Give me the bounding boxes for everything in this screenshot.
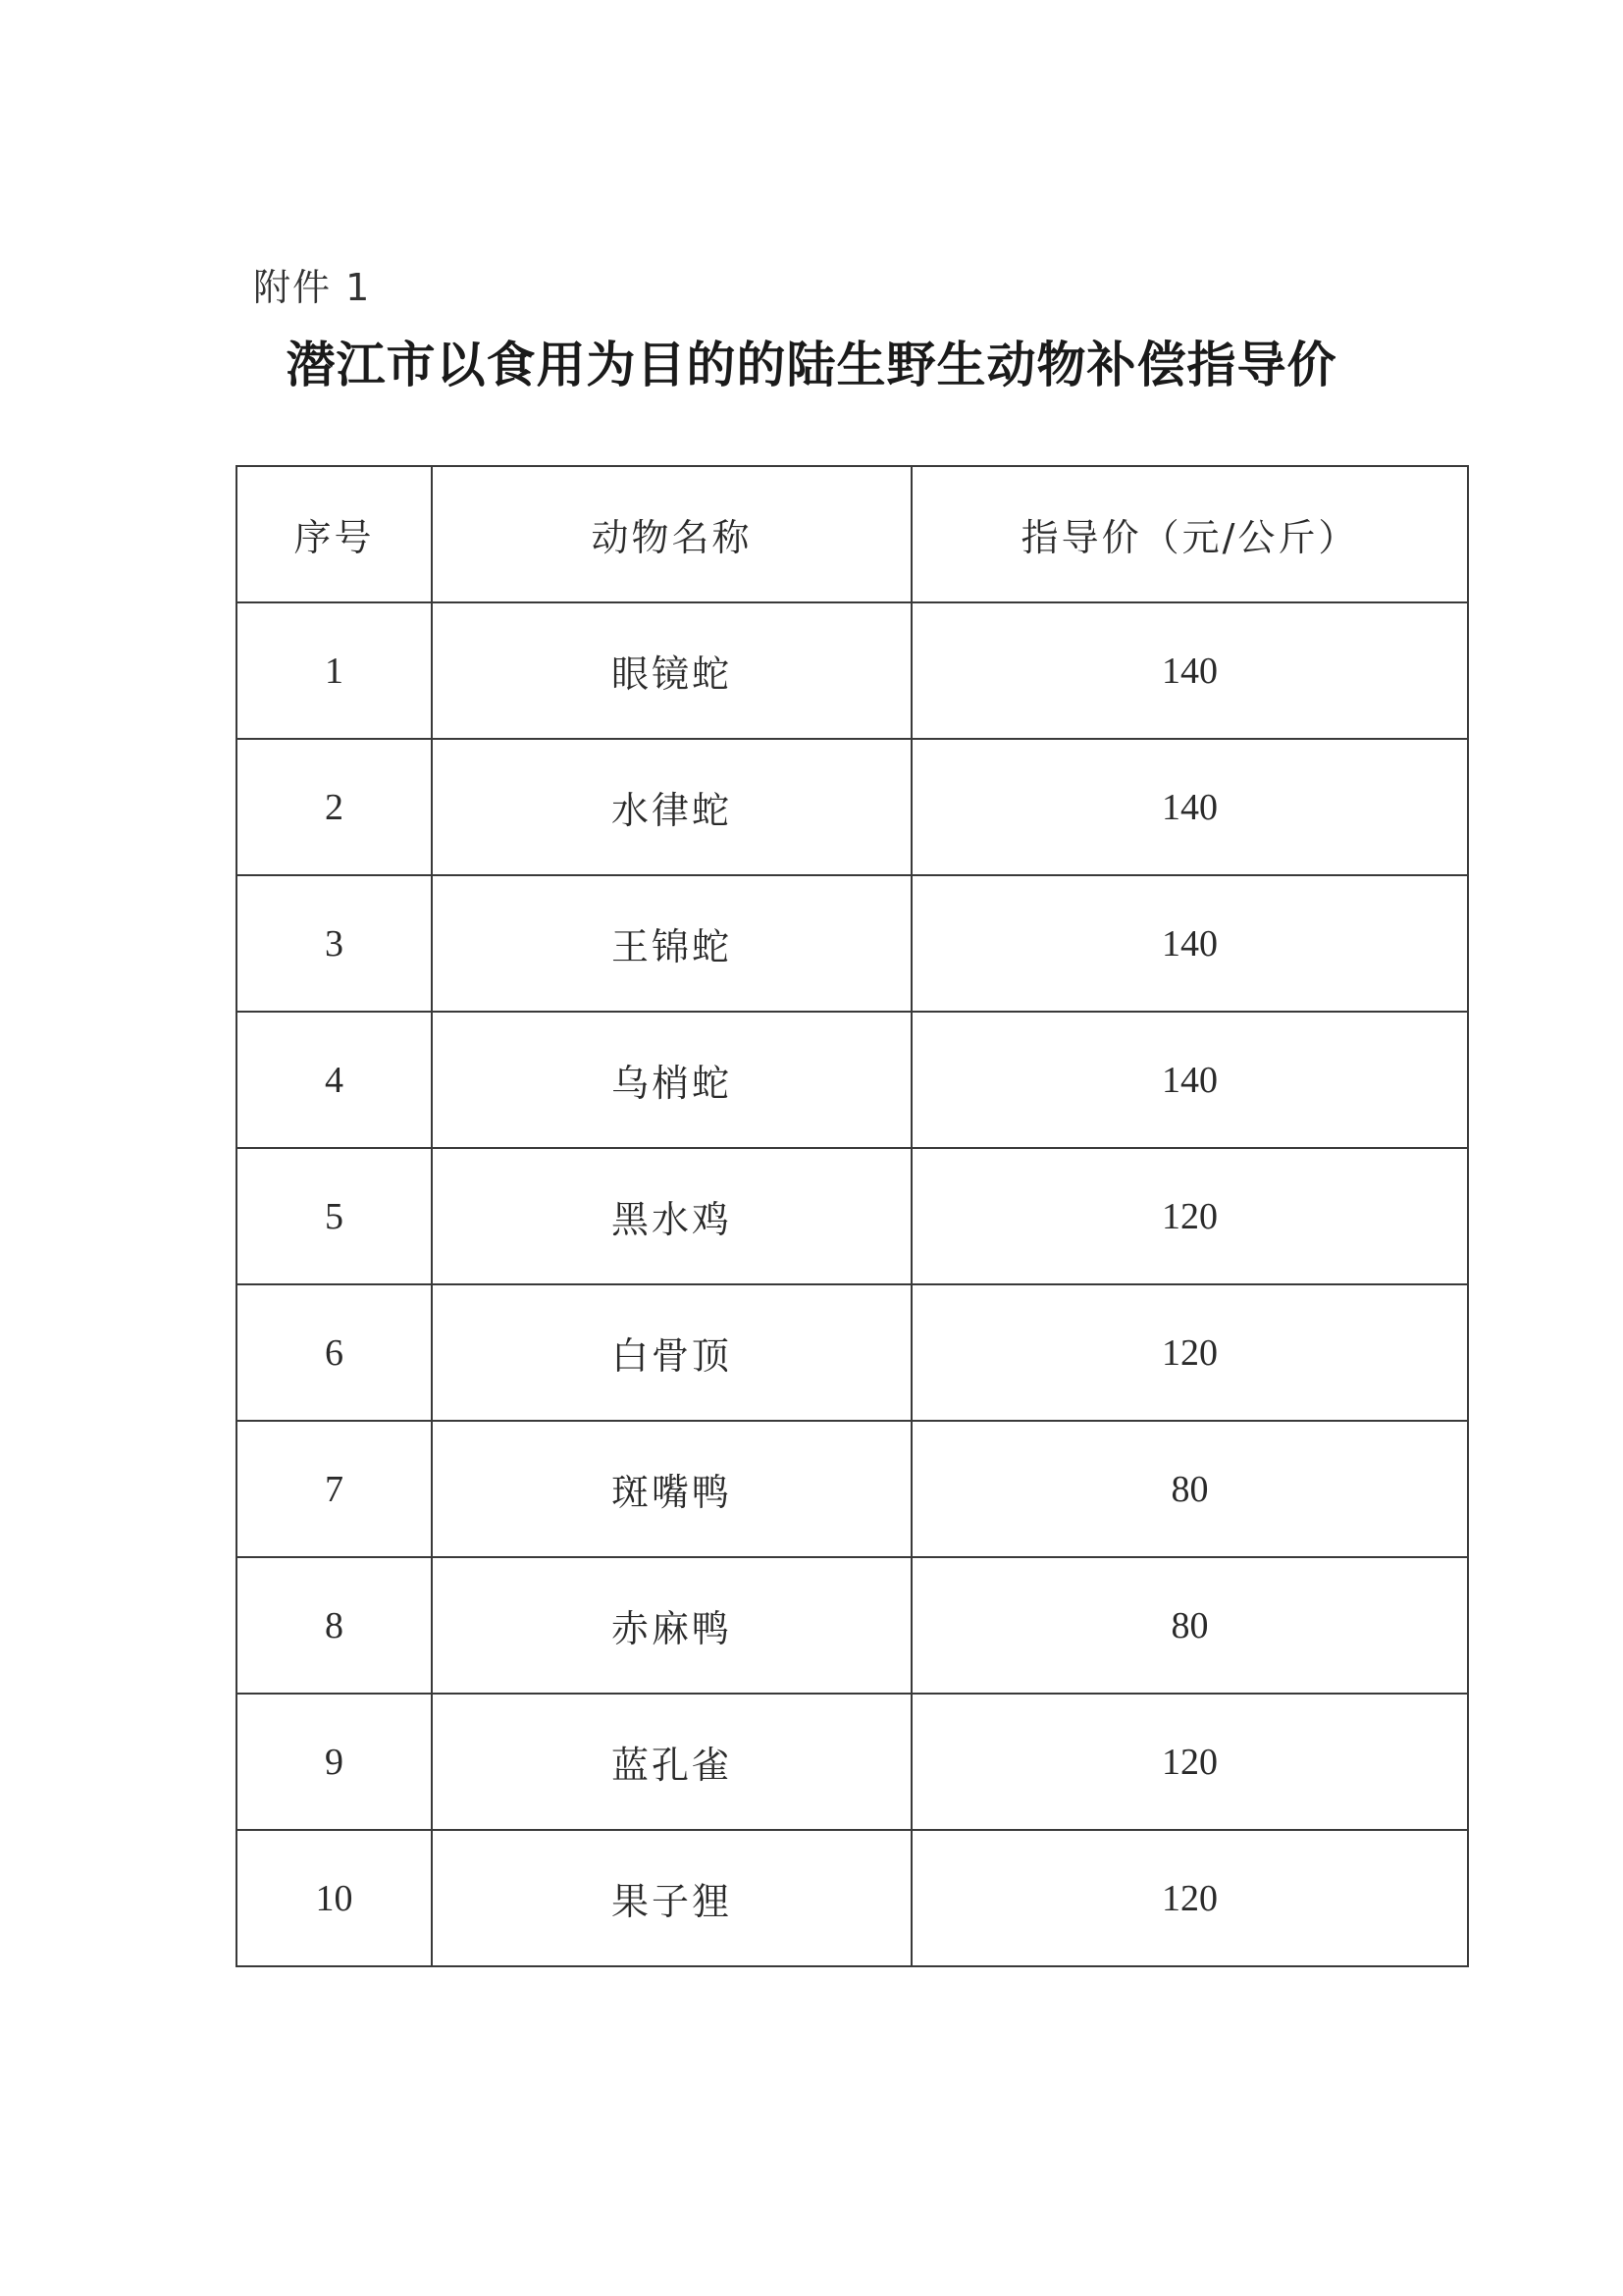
row-price: 120 — [912, 1284, 1468, 1421]
table-row — [236, 1830, 1468, 1966]
header-index: 序号 — [236, 466, 432, 602]
row-animal-name: 王锦蛇 — [432, 875, 912, 1012]
table-row — [236, 1421, 1468, 1557]
row-index: 9 — [236, 1694, 432, 1830]
table-row — [236, 1557, 1468, 1694]
row-animal-name: 斑嘴鸭 — [432, 1421, 912, 1557]
header-guide-price: 指导价（元/公斤） — [912, 466, 1468, 602]
row-price: 80 — [912, 1421, 1468, 1557]
row-animal-name: 白骨顶 — [432, 1284, 912, 1421]
row-price: 120 — [912, 1148, 1468, 1284]
document-title: 潜江市以食用为目的的陆生野生动物补偿指导价 — [286, 337, 1337, 393]
table-row — [236, 1284, 1468, 1421]
row-price: 140 — [912, 1012, 1468, 1148]
table-row — [236, 1012, 1468, 1148]
table-row — [236, 875, 1468, 1012]
row-index: 1 — [236, 602, 432, 739]
row-index: 2 — [236, 739, 432, 875]
row-price: 140 — [912, 602, 1468, 739]
table-row — [236, 1148, 1468, 1284]
table-row — [236, 602, 1468, 739]
row-index: 6 — [236, 1284, 432, 1421]
row-price: 120 — [912, 1694, 1468, 1830]
header-animal-name: 动物名称 — [432, 466, 912, 602]
attachment-label: 附件 1 — [253, 266, 372, 309]
row-index: 10 — [236, 1830, 432, 1966]
row-animal-name: 乌梢蛇 — [432, 1012, 912, 1148]
row-index: 7 — [236, 1421, 432, 1557]
table-header-row — [236, 466, 1468, 602]
row-index: 3 — [236, 875, 432, 1012]
row-index: 8 — [236, 1557, 432, 1694]
table-row — [236, 1694, 1468, 1830]
row-animal-name: 眼镜蛇 — [432, 602, 912, 739]
table-row — [236, 739, 1468, 875]
row-price: 140 — [912, 739, 1468, 875]
row-animal-name: 赤麻鸭 — [432, 1557, 912, 1694]
row-index: 5 — [236, 1148, 432, 1284]
price-table-container — [236, 465, 1467, 1967]
price-table — [236, 465, 1469, 1967]
row-animal-name: 果子狸 — [432, 1830, 912, 1966]
row-price: 140 — [912, 875, 1468, 1012]
row-index: 4 — [236, 1012, 432, 1148]
row-animal-name: 黑水鸡 — [432, 1148, 912, 1284]
row-animal-name: 水律蛇 — [432, 739, 912, 875]
row-price: 120 — [912, 1830, 1468, 1966]
row-animal-name: 蓝孔雀 — [432, 1694, 912, 1830]
row-price: 80 — [912, 1557, 1468, 1694]
